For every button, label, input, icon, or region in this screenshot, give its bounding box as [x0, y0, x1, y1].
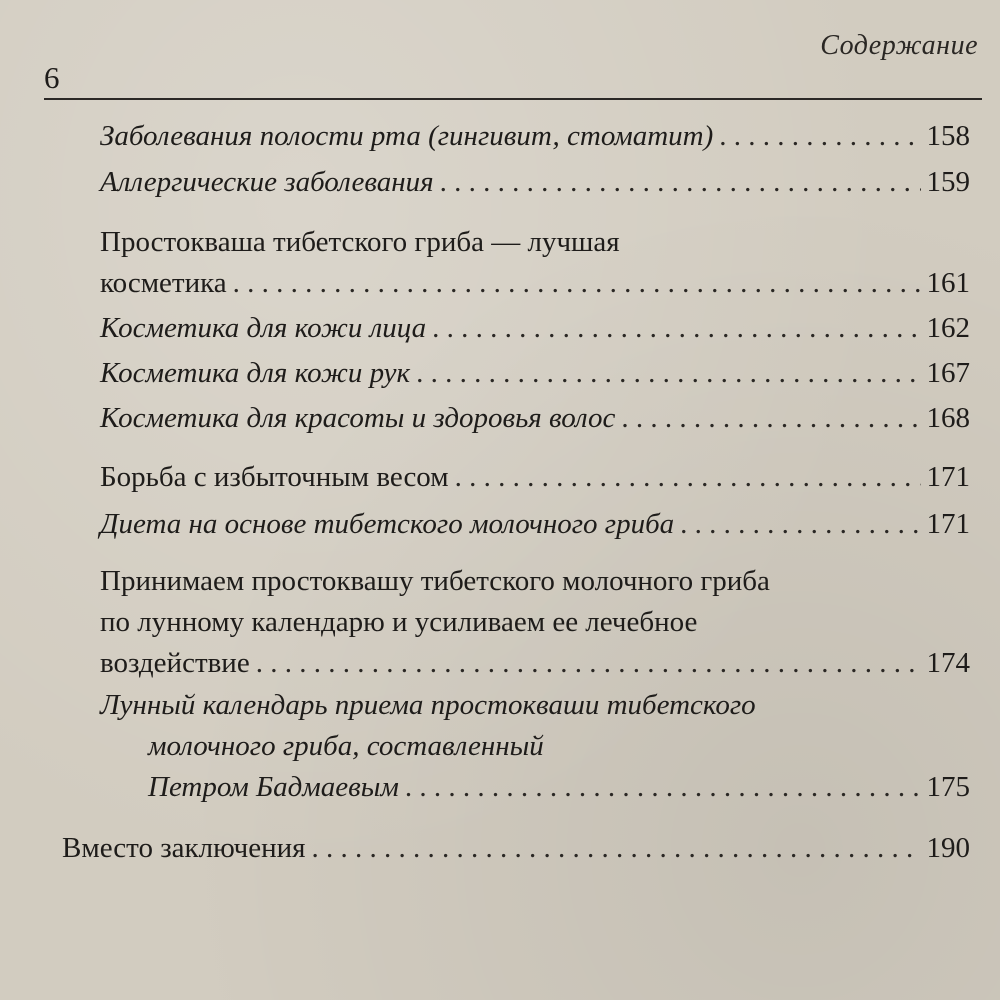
leader-dots — [416, 359, 920, 388]
leader-dots — [432, 314, 920, 343]
toc-entry-page: 161 — [926, 267, 970, 299]
leader-dots — [233, 269, 921, 298]
toc-entry-title: Косметика для кожи лица — [100, 312, 427, 344]
toc-entry-title: косметика — [100, 267, 227, 299]
toc-entry-title-line: молочного гриба, составленный — [148, 730, 544, 762]
toc-entry — [100, 691, 970, 802]
toc-entry-page: 174 — [926, 647, 970, 679]
toc-entry-title-line: Лунный календарь приема простокваши тибетского — [100, 689, 756, 721]
toc-entry — [100, 314, 970, 343]
toc-entry-page: 158 — [926, 120, 970, 152]
toc-entry-title-line: по лунному календарю и усиливаем ее лечебное — [100, 606, 698, 638]
toc-entry — [100, 567, 970, 678]
toc-entry-page: 190 — [926, 832, 970, 864]
section-title: Содержание — [820, 30, 978, 61]
toc-entry-title: Аллергические заболевания — [100, 166, 434, 198]
leader-dots — [311, 834, 920, 863]
page-number: 6 — [44, 60, 60, 95]
toc-entry — [100, 122, 970, 151]
toc-entry-title: Косметика для кожи рук — [100, 357, 411, 389]
leader-dots — [455, 463, 921, 492]
toc-entry-title: Косметика для красоты и здоровья волос — [100, 402, 616, 434]
toc-entry — [100, 510, 970, 539]
toc-entry-title: Вместо заключения — [62, 832, 306, 864]
toc-entry-title: Борьба с избыточным весом — [100, 461, 449, 493]
leader-dots — [256, 649, 921, 678]
toc-entry-page: 168 — [926, 402, 970, 434]
leader-dots — [719, 122, 920, 151]
toc-entry-title-line: Принимаем простоквашу тибетского молочного гриба — [100, 565, 770, 597]
toc-entry — [100, 463, 970, 492]
leader-dots — [680, 510, 920, 539]
toc-entry-title: воздействие — [100, 647, 250, 679]
toc-entry — [100, 168, 970, 197]
toc-entry-page: 162 — [926, 312, 970, 344]
toc-entry — [100, 404, 970, 433]
leader-dots — [405, 773, 921, 802]
toc-entry — [100, 228, 970, 298]
toc-entry-page: 167 — [926, 357, 970, 389]
leader-dots — [621, 404, 920, 433]
toc-entry-page: 171 — [926, 508, 970, 540]
toc-entry-title: Диета на основе тибетского молочного гриба — [100, 508, 675, 540]
toc-entry-title: Заболевания полости рта (гингивит, стоматит) — [100, 120, 714, 152]
toc-entry-title: Петром Бадмаевым — [148, 771, 399, 803]
leader-dots — [440, 168, 921, 197]
toc-entry-page: 159 — [926, 166, 970, 198]
toc-entry-page: 171 — [926, 461, 970, 493]
toc-entry-title-line: Простокваша тибетского гриба — лучшая — [100, 226, 620, 258]
toc-entry-page: 175 — [926, 771, 970, 803]
toc-entry — [62, 834, 970, 863]
toc-entry — [100, 359, 970, 388]
